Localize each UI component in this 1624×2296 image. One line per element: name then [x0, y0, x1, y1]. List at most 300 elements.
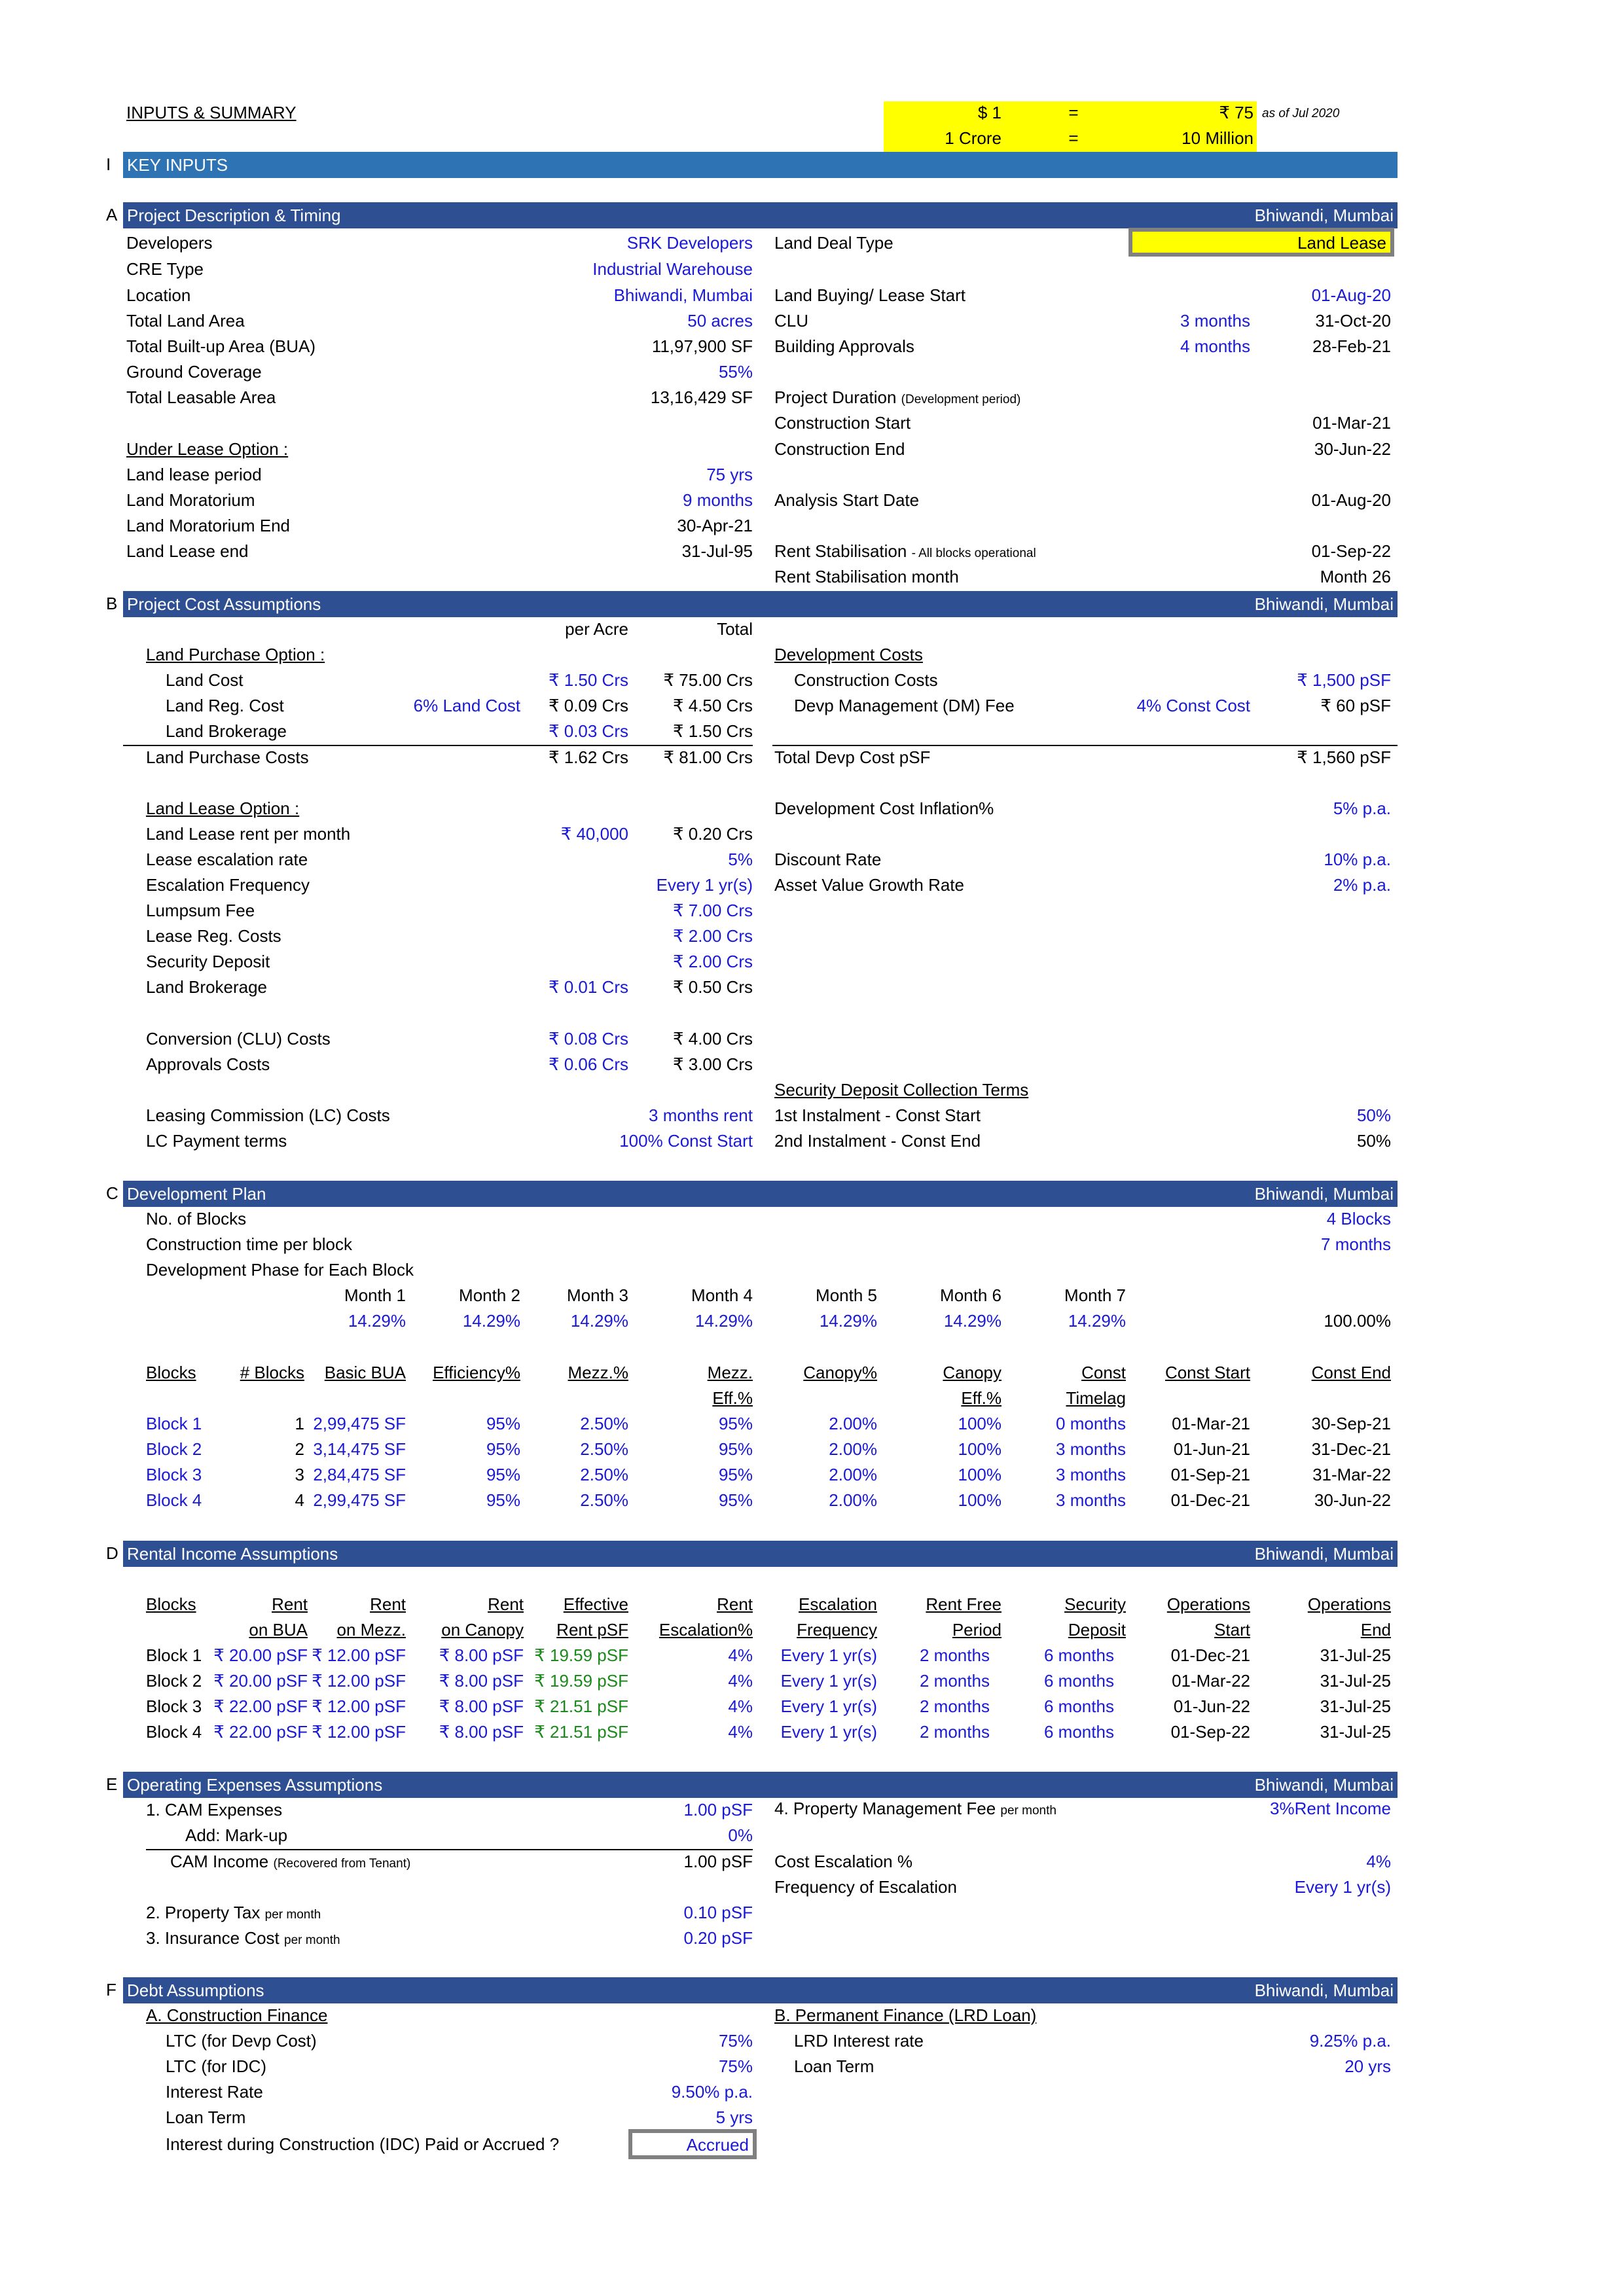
row-total: ₹ 3.00 Crs	[672, 1054, 753, 1074]
col-header: # Blocks	[240, 1363, 304, 1382]
cell: 2.00%	[829, 1439, 877, 1459]
pm-fee-note: per month	[1000, 1804, 1056, 1818]
cell: 01-Mar-21	[1172, 1414, 1250, 1433]
row-value: 0.10 pSF	[683, 1903, 753, 1922]
million-label: 10 Million	[1182, 128, 1254, 148]
row-label: Development Cost Inflation%	[774, 798, 994, 818]
cell: Block 4	[146, 1722, 202, 1742]
cell: 95%	[486, 1490, 520, 1510]
row-label: Approvals Costs	[146, 1054, 270, 1074]
fx-usd: $ 1	[977, 103, 1001, 122]
cell: Block 3	[146, 1465, 202, 1484]
month-pct: 14.29%	[570, 1311, 628, 1331]
row-label: CRE Type	[126, 259, 204, 279]
cell: ₹ 12.00 pSF	[312, 1722, 406, 1742]
row-total: 5%	[728, 850, 753, 869]
cell: ₹ 8.00 pSF	[439, 1696, 524, 1716]
row-label: CLU	[774, 311, 809, 331]
cell: 95%	[718, 1490, 753, 1510]
col-header: Frequency	[797, 1620, 877, 1640]
cell: 3 months	[1056, 1465, 1126, 1484]
section-label-e: E	[106, 1774, 118, 1794]
row-label: Lease Reg. Costs	[146, 926, 281, 946]
section-title: Debt Assumptions	[127, 1981, 264, 2000]
cell: 1	[295, 1414, 304, 1433]
row-value: 50%	[1356, 1105, 1391, 1125]
row-label: Land Brokerage	[166, 721, 287, 741]
row-per-acre: ₹ 0.03 Crs	[548, 721, 628, 741]
cell: 2 months	[920, 1671, 990, 1691]
cell: 3	[295, 1465, 304, 1484]
col-header: Const	[1081, 1363, 1126, 1382]
col-header: Start	[1214, 1620, 1250, 1640]
row-label: Construction time per block	[146, 1234, 353, 1254]
cell: 100%	[958, 1414, 1001, 1433]
row-label	[774, 540, 1036, 565]
col-header: Mezz.%	[568, 1363, 628, 1382]
row-label: LTC (for Devp Cost)	[166, 2031, 317, 2051]
col-header: Const End	[1311, 1363, 1391, 1382]
row-value: 75 yrs	[706, 465, 753, 484]
cell: Every 1 yr(s)	[780, 1722, 877, 1742]
row-value: 13,16,429 SF	[650, 387, 753, 407]
cell: ₹ 19.59 pSF	[534, 1671, 628, 1691]
row-value: 7 months	[1321, 1234, 1391, 1254]
cell: ₹ 8.00 pSF	[439, 1722, 524, 1742]
row-label: Total Land Area	[126, 311, 245, 331]
page-title: INPUTS & SUMMARY	[126, 103, 297, 122]
col-header: Effective	[563, 1594, 628, 1614]
section-location: Bhiwandi, Mumbai	[1254, 206, 1394, 225]
rent-stab-label: Rent Stabilisation	[774, 541, 907, 561]
cell: ₹ 12.00 pSF	[312, 1696, 406, 1716]
purchase-heading: Land Purchase Option :	[146, 645, 325, 664]
row-label: LTC (for IDC)	[166, 2056, 267, 2076]
cell: 95%	[486, 1414, 520, 1433]
col-header: Rent pSF	[556, 1620, 628, 1640]
cam-income-note: (Recovered from Tenant)	[273, 1857, 411, 1871]
row-value: 01-Sep-22	[1311, 541, 1391, 561]
row-value: 20 yrs	[1344, 2056, 1391, 2076]
row-label	[774, 1797, 1056, 1822]
row-value: 30-Jun-22	[1314, 439, 1391, 459]
month-pct: 14.29%	[943, 1311, 1001, 1331]
row-value: 3%Rent Income	[1270, 1799, 1391, 1818]
cell: ₹ 12.00 pSF	[312, 1671, 406, 1691]
cell: 01-Jun-21	[1173, 1439, 1250, 1459]
row-per-acre: ₹ 40,000	[560, 824, 628, 844]
row-label: 1st Instalment - Const Start	[774, 1105, 981, 1125]
cell: 01-Dec-21	[1170, 1645, 1250, 1665]
month-header: Month 5	[816, 1285, 877, 1305]
cell: 6 months	[1044, 1645, 1114, 1665]
row-label: Add: Mark-up	[185, 1825, 288, 1845]
row-per-acre: ₹ 1.50 Crs	[548, 670, 628, 690]
row-value: Every 1 yr(s)	[1294, 1877, 1391, 1897]
row-label: Discount Rate	[774, 850, 882, 869]
section-location: Bhiwandi, Mumbai	[1254, 1184, 1394, 1204]
row-value: 01-Mar-21	[1312, 413, 1391, 433]
cell: 4%	[728, 1645, 753, 1665]
col-per-acre: per Acre	[565, 619, 628, 639]
row-value: 9 months	[683, 490, 753, 510]
col-header: Rent	[370, 1594, 406, 1614]
cell: Block 1	[146, 1645, 202, 1665]
row-label	[146, 1927, 340, 1952]
col-header: Rent	[488, 1594, 524, 1614]
row-value: 50%	[1356, 1131, 1391, 1151]
section-location: Bhiwandi, Mumbai	[1254, 1775, 1394, 1795]
row-total: ₹ 81.00 Crs	[663, 747, 753, 767]
row-total: ₹ 7.00 Crs	[672, 901, 753, 920]
row-value: 11,97,900 SF	[651, 336, 753, 356]
row-total: ₹ 2.00 Crs	[672, 952, 753, 971]
fx-inr: ₹ 75	[1219, 103, 1254, 122]
row-label: LC Payment terms	[146, 1131, 287, 1151]
month-header: Month 1	[344, 1285, 406, 1305]
row-value: ₹ 60 pSF	[1320, 696, 1391, 715]
section-label-b: B	[106, 594, 118, 613]
idc-value: Accrued	[686, 2135, 749, 2155]
permanent-finance-heading: B. Permanent Finance (LRD Loan)	[774, 2005, 1037, 2025]
row-per-acre: ₹ 0.06 Crs	[548, 1054, 628, 1074]
sd-terms-heading: Security Deposit Collection Terms	[774, 1080, 1029, 1100]
section-bar-key-inputs	[123, 152, 1398, 178]
row-label: Analysis Start Date	[774, 490, 920, 510]
cell: 30-Sep-21	[1311, 1414, 1391, 1433]
row-value: Bhiwandi, Mumbai	[613, 285, 753, 305]
section-location: Bhiwandi, Mumbai	[1254, 1544, 1394, 1564]
cell: ₹ 8.00 pSF	[439, 1645, 524, 1665]
row-label: Total Built-up Area (BUA)	[126, 336, 316, 356]
section-bar-rental-income	[123, 1541, 1398, 1567]
cell: 0 months	[1056, 1414, 1126, 1433]
row-label: 1. CAM Expenses	[146, 1800, 283, 1820]
row-label: Land Lease rent per month	[146, 824, 351, 844]
col-header: on BUA	[249, 1620, 308, 1640]
cell: Block 2	[146, 1671, 202, 1691]
row-label: Construction Costs	[794, 670, 938, 690]
col-header: on Mezz.	[336, 1620, 406, 1640]
col-header: Blocks	[146, 1594, 196, 1614]
section-title: Operating Expenses Assumptions	[127, 1775, 383, 1795]
cell: 2	[295, 1439, 304, 1459]
cell: 01-Sep-21	[1170, 1465, 1250, 1484]
col-header: Security	[1064, 1594, 1126, 1614]
section-bar-project-cost	[123, 591, 1398, 617]
cell: ₹ 21.51 pSF	[534, 1722, 628, 1742]
cell: 100%	[958, 1490, 1001, 1510]
dev-heading: Development Costs	[774, 645, 923, 664]
row-label: Land Moratorium End	[126, 516, 291, 535]
cell: ₹ 8.00 pSF	[439, 1671, 524, 1691]
cell: 95%	[486, 1439, 520, 1459]
row-label: Conversion (CLU) Costs	[146, 1029, 331, 1049]
month-header: Month 3	[567, 1285, 628, 1305]
cell: 95%	[718, 1465, 753, 1484]
row-label: Lumpsum Fee	[146, 901, 255, 920]
row-label: Building Approvals	[774, 336, 914, 356]
col-total: Total	[717, 619, 753, 639]
row-note: 4% Const Cost	[1136, 696, 1250, 715]
section-label-d: D	[106, 1543, 118, 1563]
cell: Every 1 yr(s)	[780, 1671, 877, 1691]
row-value: 4%	[1366, 1852, 1391, 1871]
col-header: on Canopy	[441, 1620, 524, 1640]
row-value: ₹ 1,560 pSF	[1297, 747, 1391, 767]
col-header: End	[1360, 1620, 1391, 1640]
section-title: KEY INPUTS	[127, 155, 228, 175]
cell: 100%	[958, 1439, 1001, 1459]
cell: 31-Jul-25	[1320, 1671, 1391, 1691]
row-total: Every 1 yr(s)	[656, 875, 753, 895]
cell: 4%	[728, 1671, 753, 1691]
cell: 2.50%	[580, 1465, 628, 1484]
row-value: 2% p.a.	[1333, 875, 1391, 895]
row-value: 28-Feb-21	[1312, 336, 1391, 356]
row-per-acre: ₹ 0.09 Crs	[548, 696, 628, 715]
row-value: 75%	[718, 2031, 753, 2051]
cell: 3 months	[1056, 1490, 1126, 1510]
insurance-label: 3. Insurance Cost	[146, 1928, 280, 1948]
row-label: Land lease period	[126, 465, 262, 484]
row-total: 100% Const Start	[619, 1131, 753, 1151]
construction-finance-heading: A. Construction Finance	[146, 2005, 328, 2025]
row-label: Location	[126, 285, 191, 305]
row-total: ₹ 2.00 Crs	[672, 926, 753, 946]
cell: ₹ 21.51 pSF	[534, 1696, 628, 1716]
pct-total: 100.00%	[1324, 1311, 1391, 1331]
tax-label: 2. Property Tax	[146, 1903, 261, 1922]
section-label-f: F	[106, 1980, 117, 2000]
row-value: 0.20 pSF	[683, 1928, 753, 1948]
section-label-a: A	[106, 205, 118, 224]
row-label: Cost Escalation %	[774, 1852, 912, 1871]
fx-eq2: =	[1068, 128, 1079, 148]
cell: 2 months	[920, 1645, 990, 1665]
section-location: Bhiwandi, Mumbai	[1254, 594, 1394, 614]
col-header: Canopy	[943, 1363, 1001, 1382]
section-title: Rental Income Assumptions	[127, 1544, 338, 1564]
row-months: 4 months	[1180, 336, 1250, 356]
cell: 6 months	[1044, 1696, 1114, 1716]
month-header: Month 2	[459, 1285, 520, 1305]
row-label: Land Reg. Cost	[166, 696, 284, 715]
cell: 4	[295, 1490, 304, 1510]
row-months: 3 months	[1180, 311, 1250, 331]
cell: ₹ 19.59 pSF	[534, 1645, 628, 1665]
col-header: Escalation	[799, 1594, 877, 1614]
cell: 2.00%	[829, 1465, 877, 1484]
lease-heading: Land Lease Option :	[146, 798, 300, 818]
row-value: ₹ 1,500 pSF	[1297, 670, 1391, 690]
cell: 2.50%	[580, 1439, 628, 1459]
section-title: Development Plan	[127, 1184, 266, 1204]
cell: 2.00%	[829, 1490, 877, 1510]
row-label: Lease escalation rate	[146, 850, 308, 869]
row-label: Escalation Frequency	[146, 875, 310, 895]
col-header: Rent	[272, 1594, 308, 1614]
col-header: Rent Free	[926, 1594, 1001, 1614]
row-label: Total Leasable Area	[126, 387, 276, 407]
row-value: Industrial Warehouse	[592, 259, 753, 279]
row-label: Land Moratorium	[126, 490, 255, 510]
cell: 31-Mar-22	[1312, 1465, 1391, 1484]
row-value: 75%	[718, 2056, 753, 2076]
section-label-i: I	[106, 154, 111, 174]
col-header: Operations	[1307, 1594, 1391, 1614]
row-value: 5% p.a.	[1333, 798, 1391, 818]
row-per-acre: ₹ 1.62 Crs	[548, 747, 628, 767]
duration-note: (Development period)	[901, 393, 1021, 406]
row-value: Month 26	[1320, 567, 1391, 586]
cell: 01-Sep-22	[1170, 1722, 1250, 1742]
cell: ₹ 12.00 pSF	[312, 1645, 406, 1665]
cell: 2.00%	[829, 1414, 877, 1433]
cell: 31-Jul-25	[1320, 1722, 1391, 1742]
cell: 2 months	[920, 1696, 990, 1716]
cell: 2,84,475 SF	[313, 1465, 406, 1484]
col-header: Eff.%	[961, 1388, 1001, 1408]
row-label: Devp Management (DM) Fee	[794, 696, 1015, 715]
cell: 3 months	[1056, 1439, 1126, 1459]
row-label: Land Brokerage	[146, 977, 268, 997]
row-label	[170, 1850, 410, 1875]
idc-select[interactable]	[628, 2129, 757, 2159]
row-value: 31-Oct-20	[1315, 311, 1391, 331]
cell: 95%	[486, 1465, 520, 1484]
deal-type-label: Land Deal Type	[774, 233, 893, 253]
deal-type-select[interactable]	[1128, 228, 1394, 257]
cell: 31-Jul-25	[1320, 1696, 1391, 1716]
cell: Every 1 yr(s)	[780, 1645, 877, 1665]
section-label-c: C	[106, 1183, 118, 1203]
row-label: Security Deposit	[146, 952, 270, 971]
row-value: 9.50% p.a.	[671, 2082, 753, 2102]
row-label: Construction End	[774, 439, 905, 459]
section-bar-project-description	[123, 202, 1398, 228]
cell: 2,99,475 SF	[313, 1414, 406, 1433]
row-total: ₹ 0.20 Crs	[672, 824, 753, 844]
row-value: 31-Jul-95	[681, 541, 753, 561]
row-label: Loan Term	[794, 2056, 875, 2076]
row-label	[774, 386, 1020, 411]
cell: 4%	[728, 1722, 753, 1742]
row-label: Interest Rate	[166, 2082, 263, 2102]
cell: 01-Dec-21	[1170, 1490, 1250, 1510]
pm-fee-label: 4. Property Management Fee	[774, 1799, 996, 1818]
col-header: Timelag	[1066, 1388, 1126, 1408]
row-label: Leasing Commission (LC) Costs	[146, 1105, 390, 1125]
row-value: 0%	[728, 1825, 753, 1845]
row-label: 2nd Instalment - Const End	[774, 1131, 981, 1151]
col-header: Blocks	[146, 1363, 196, 1382]
cell: ₹ 20.00 pSF	[213, 1671, 308, 1691]
row-total: 3 months rent	[649, 1105, 753, 1125]
month-header: Month 4	[691, 1285, 753, 1305]
cell: 2.50%	[580, 1490, 628, 1510]
row-value: SRK Developers	[626, 233, 753, 253]
row-label: Construction Start	[774, 413, 911, 433]
section-title: Project Description & Timing	[127, 206, 341, 225]
row-value: 10% p.a.	[1324, 850, 1391, 869]
section-bar-operating-expenses	[123, 1772, 1398, 1798]
cell: 30-Jun-22	[1314, 1490, 1391, 1510]
month-pct: 14.29%	[819, 1311, 877, 1331]
row-label: Interest during Construction (IDC) Paid or Accrued ?	[166, 2134, 560, 2154]
section-bar-development-plan	[123, 1181, 1398, 1207]
cell: 100%	[958, 1465, 1001, 1484]
duration-label: Project Duration	[774, 387, 897, 407]
row-value: 50 acres	[687, 311, 753, 331]
row-label: LRD Interest rate	[794, 2031, 924, 2051]
cell: 6 months	[1044, 1722, 1114, 1742]
row-note: 6% Land Cost	[413, 696, 520, 715]
section-bar-debt	[123, 1977, 1398, 2003]
row-value: 1.00 pSF	[683, 1800, 753, 1820]
row-total: ₹ 4.50 Crs	[672, 696, 753, 715]
cell: 95%	[718, 1439, 753, 1459]
row-total: ₹ 0.50 Crs	[672, 977, 753, 997]
col-header: Mezz.	[707, 1363, 753, 1382]
row-value: 01-Aug-20	[1311, 490, 1391, 510]
row-label: Ground Coverage	[126, 362, 262, 382]
col-header: Period	[952, 1620, 1001, 1640]
cell: ₹ 20.00 pSF	[213, 1645, 308, 1665]
row-label: No. of Blocks	[146, 1209, 247, 1229]
col-header: Const Start	[1164, 1363, 1250, 1382]
cell: 31-Jul-25	[1320, 1645, 1391, 1665]
section-title: Project Cost Assumptions	[127, 594, 321, 614]
cell: ₹ 22.00 pSF	[213, 1722, 308, 1742]
month-header: Month 6	[940, 1285, 1001, 1305]
row-value: 01-Aug-20	[1311, 285, 1391, 305]
row-label: Land Buying/ Lease Start	[774, 285, 965, 305]
cell: ₹ 22.00 pSF	[213, 1696, 308, 1716]
cam-income-label: CAM Income	[170, 1852, 269, 1871]
cell: 31-Dec-21	[1311, 1439, 1391, 1459]
row-label: Total Devp Cost pSF	[774, 747, 931, 767]
deal-type-value: Land Lease	[1297, 233, 1386, 253]
row-label	[146, 1901, 321, 1926]
col-header: Efficiency%	[433, 1363, 520, 1382]
col-header: Deposit	[1068, 1620, 1126, 1640]
row-label: Frequency of Escalation	[774, 1877, 957, 1897]
month-pct: 14.29%	[695, 1311, 753, 1331]
section-location: Bhiwandi, Mumbai	[1254, 1981, 1394, 2000]
month-pct: 14.29%	[1068, 1311, 1126, 1331]
row-total: ₹ 75.00 Crs	[663, 670, 753, 690]
row-label: Loan Term	[166, 2108, 246, 2127]
row-value: 55%	[718, 362, 753, 382]
row-per-acre: ₹ 0.01 Crs	[548, 977, 628, 997]
lease-heading: Under Lease Option :	[126, 439, 289, 459]
row-label: Land Lease end	[126, 541, 249, 561]
cell: Every 1 yr(s)	[780, 1696, 877, 1716]
month-header: Month 7	[1064, 1285, 1126, 1305]
col-header: Canopy%	[803, 1363, 877, 1382]
row-total: ₹ 4.00 Crs	[672, 1029, 753, 1049]
cell: 4%	[728, 1696, 753, 1716]
fx-eq: =	[1068, 103, 1079, 122]
row-per-acre: ₹ 0.08 Crs	[548, 1029, 628, 1049]
col-header: Basic BUA	[324, 1363, 406, 1382]
month-pct: 14.29%	[462, 1311, 520, 1331]
cell: 2,99,475 SF	[313, 1490, 406, 1510]
row-label: Developers	[126, 233, 213, 253]
cell: 01-Mar-22	[1172, 1671, 1250, 1691]
cell: Block 3	[146, 1696, 202, 1716]
